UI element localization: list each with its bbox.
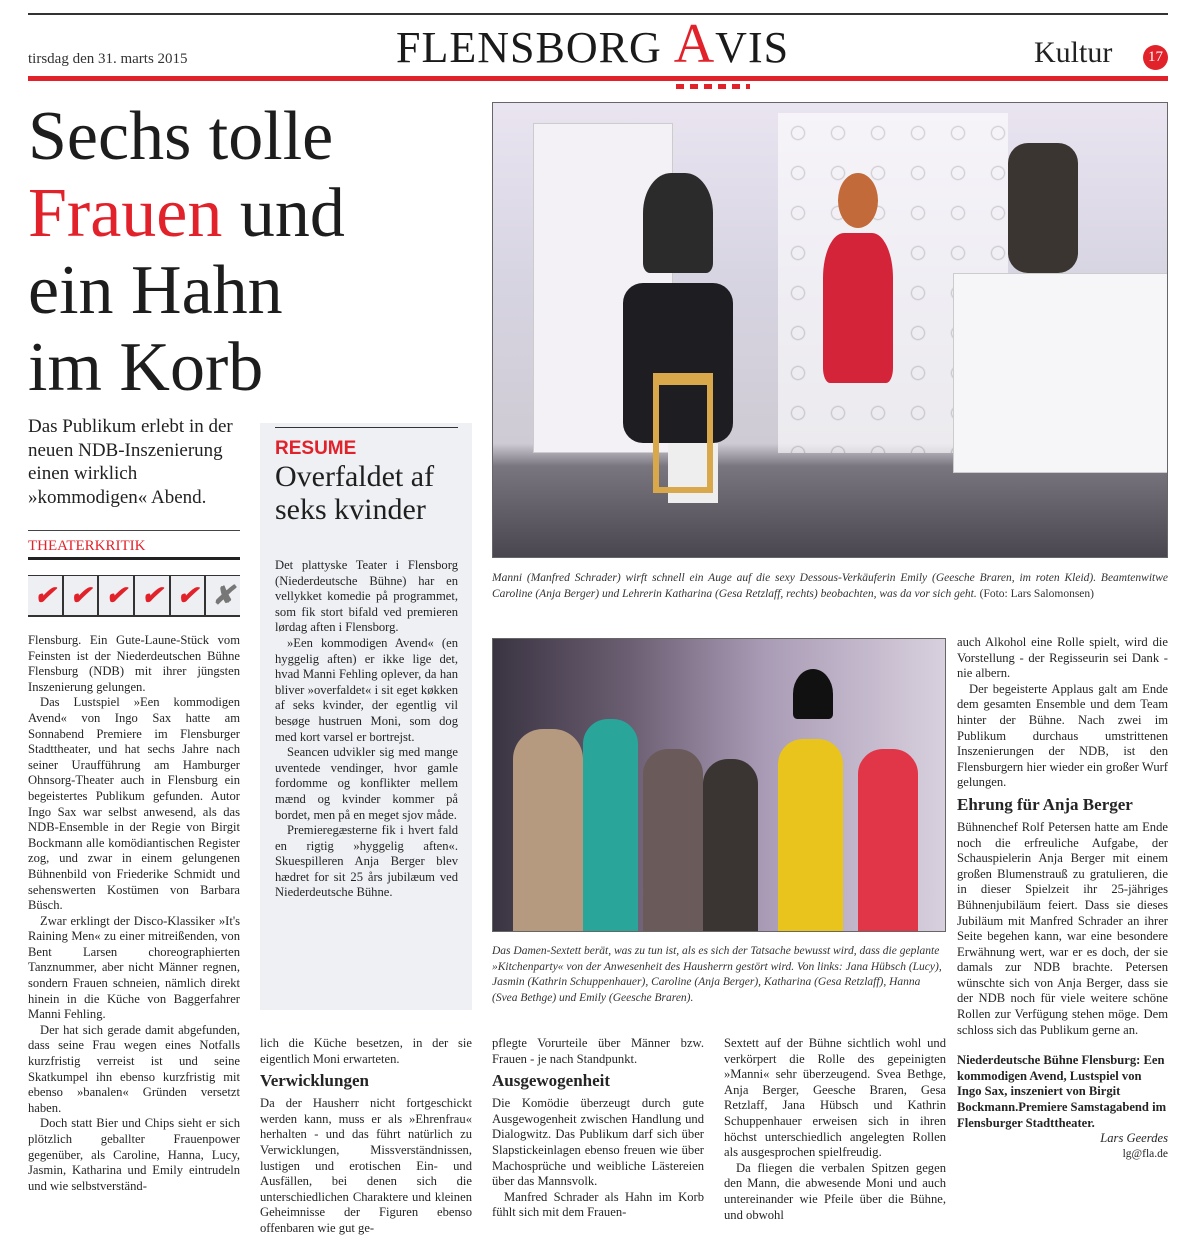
rating-checkmarks [28,575,240,617]
caption-text: Manni (Manfred Schrader) wirft schnell ein Auge auf die sexy Dessous-Verkäuferin Emily (Geesche Braren, im roten Kleid). Beamtenwitwe Caroline (Anja Berger) und Lehrerin Katharina (Gesa Retzlaff, rechts) beobachten, was da vor sich geht. [492,572,1168,600]
paragraph: Da der Hausherr nicht fortgeschickt werden kann, muss er als »Ehrenfrau« herhalten - und das führt natürlich zu Verwicklungen, Missverständnissen, lustigen und erotischen Ein- und Ausfällen, bei denen sich die unterschiedlichen Charaktere und kleinen Geheimnisse der Figuren ebenso offenbaren wie gut ge- [260,1096,472,1235]
headline-text: und [222,175,345,252]
paragraph: Zwar erklingt der Disco-Klassiker »It's Raining Men« zu einer mitreißenden, von Bent Larsen choreographierten Tanznummer, aber nicht Männer regnen, sondern Frauen schneien, nämlich direkt hinein in die Küche von Baggerfahrer Manni Fehling. [28,913,240,1022]
cross-icon: ✘ [212,581,235,610]
resume-title: Overfaldet af seks kvinder [275,460,435,526]
subheading: Ausgewogenheit [492,1071,611,1091]
headline-line: Sechs tolle [28,98,334,175]
masthead-dashes [676,84,750,89]
top-rule [28,13,1168,15]
subheadline: Das Publikum erlebt in der neuen NDB-Inszenierung einen wirklich »kommodigen« Abend. [28,416,233,508]
headline-line [28,175,478,252]
paragraph: Manfred Schrader als Hahn im Korb fühlt sich mit dem Frauen- [492,1189,704,1220]
masthead-left: FLENSBORG [396,23,674,72]
paragraph: auch Alkohol eine Rolle spielt, wird die Vorstellung - der Regisseurin sei Dank - nie albern. [957,635,1168,681]
article-column-1 [28,633,240,1194]
paragraph: Bühnenchef Rolf Petersen hatte am Ende noch die erfreuliche Aufgabe, der Schauspielerin Anja Berger mit einem großen Blumenstrauß zu gratulieren, die in dieser Spielzeit ihr 25-jähriges Bühnenjubiläum feiert. Dass sie dieses Jubiläum mit Manfred Schrader an ihrer Seite begehen kann, war eine besondere Erwähnung wert, war er es doch, der sie damals zur NDB brachte. Petersen wünschte sich von Anja Berger, dass sie der NDB noch für viele weitere schöne Rollen zur Verfügung stehen möge. Dem schloss sich das Publikum gerne an. [957,819,1168,1037]
photo-1-caption [492,571,1168,602]
masthead-logo [396,13,790,75]
resume-box [260,423,472,1010]
author-byline: Lars Geerdes [1100,1131,1168,1146]
subheading: Verwicklungen [260,1071,369,1091]
resume-text [275,558,458,901]
paragraph: pflegte Vorurteile über Männer bzw. Frauen - je nach Standpunkt. [492,1036,704,1066]
paragraph: »Een kommodigen Avend« (en hyggelig aften) er ikke lige det, hvad Manni Fehling oplever, da han bliver »overfaldet« i sit eget køkken af seks kvinder, der egentlig vil besøge hustruen Moni, som dog med kort varsel er bortrejst. [275,635,458,744]
paragraph: Das Lustspiel »Een kommodigen Avend« von Ingo Sax hatte am Sonnabend Premiere im Flensburger Stadttheater, und hat sechs Jahre nach seiner Uraufführung am Hamburger Ohnsorg-Theater auch in Flensburg ein begeistertes Publikum gefunden. Autor Ingo Sax war selbst anwesend, als das NDB-Ensemble in der Regie von Birgit Bockmann alle komödiantischen Register zog, und zwar in einem gelungenen Bühnenbild von Friederike Schmidt und sehenswerten Kostümen von Barbara Büsch. [28,695,240,913]
theaterkritik-label: THEATERKRITIK [28,530,240,560]
stage-photo-1 [492,102,1168,558]
masthead-a: A [673,13,716,75]
paragraph: Doch statt Bier und Chips sieht er sich plötzlich geballter Frauenpower gegenüber, als Caroline, Hanna, Lucy, Jasmin, Katharina und Emily eintrudeln und wie selbstverständ- [28,1116,240,1193]
headline-line: ein Hahn [28,252,283,329]
headline-highlight: Frauen [28,175,223,252]
paragraph: lich die Küche besetzen, in der sie eigentlich Moni erwarteten. [260,1036,472,1066]
production-info: Niederdeutsche Bühne Flensburg: Een kommodigen Avend, Lustspiel von Ingo Sax, inszeniert von Birgit Bockmann.Premiere Samstagabend im Flensburger Stadttheater. [957,1053,1167,1130]
paragraph: Der hat sich gerade damit abgefunden, dass seine Frau wegen eines Notfalls kurzfristig verreist ist und seine Skatkumpel ihn ebenso kurzfristig mit ebenso »banalen« Gründen versetzt haben. [28,1022,240,1115]
headline [28,98,478,406]
paragraph: Det plattyske Teater i Flensborg (Niederdeutsche Bühne) har en vellykket komedie på programmet, som fik stort bifald ved premieren lørdag aften i Flensborg. [275,558,458,635]
resume-label: RESUME [275,438,357,459]
check-icon: ✔ [99,576,135,615]
divider [275,427,458,428]
check-icon: ✔ [135,576,171,615]
article-column-2 [260,1036,472,1237]
article-column-5 [957,635,1168,1162]
paragraph: Premieregæsterne fik i hvert fald en rigtig »hyggelig aften«. Skuespilleren Anja Berger blev hædret for sit 25 års jubilæum ved Niederdeutsche Bühne. [275,823,458,900]
page-number-badge: 17 [1143,45,1168,70]
headline-line: im Korb [28,329,264,406]
author-email: lg@fla.de [1122,1147,1168,1160]
stage-photo-2 [492,638,946,932]
paragraph: Da fliegen die verbalen Spitzen gegen den Mann, die abwesende Moni und auch untereinander wie Pfeile über die Bühne, und obwohl [724,1160,946,1222]
article-column-3 [492,1036,704,1221]
check-icon: ✔ [171,576,207,615]
subheading: Ehrung für Anja Berger [957,794,1133,814]
paragraph: Sextett auf der Bühne sichtlich wohl und verkörpert die Rolle des gepeinigten »Manni« sehr überzeugend. Svea Bethge, Anja Berger, Geesche Braren, Gesa Retzlaff, Jana Hübsch und Kathrin Schuppenhauer erweisen sich in ihren höchst unterschiedlich angelegten Rollen als ausgesprochen spielfreudig. [724,1036,946,1160]
paragraph: Die Komödie überzeugt durch gute Ausgewogenheit zwischen Handlung und Dialogwitz. Das Publikum darf sich über Slapstickeinlagen ebenso freuen wie über Machosprüche und weibliche Lästereien über das Mannsvolk. [492,1096,704,1189]
photo-credit: (Foto: Lars Salomonsen) [976,587,1094,600]
section-title: Kultur [1034,36,1113,69]
masthead-right: VIS [715,23,790,72]
paragraph: Seancen udvikler sig med mange uventede vendinger, hvor gamle fordomme og konflikter mellem mænd og kvinder kommer på bordet, men på en meget sjov måde. [275,745,458,822]
article-column-4 [724,1036,946,1223]
issue-date: tirsdag den 31. marts 2015 [28,51,188,67]
check-icon: ✔ [64,576,100,615]
masthead-red-bar [28,76,1168,81]
photo-2-caption: Das Damen-Sextett berät, was zu tun ist, als es sich der Tatsache bewusst wird, dass die geplante »Kitchenparty« von der Anwesenheit des Hausherrn gestört wird. Von links: Jana Hübsch (Lucy), Jasmin (Kathrin Schuppenhauer), Caroline (Anja Berger), Katharina (Gesa Retzlaff), Hanna (Svea Bethge) und Emily (Geesche Braren). [492,945,942,1004]
paragraph: Flensburg. Ein Gute-Laune-Stück vom Feinsten ist der Niederdeutschen Bühne Flensburg (NDB) mit ihrer jüngsten Inszenierung gelungen. [28,633,240,694]
check-icon: ✔ [28,576,64,615]
paragraph: Der begeisterte Applaus galt am Ende dem gesamten Ensemble und dem Team hinter der Bühne. Nach zwei im Publikum durchaus umstrittenen Inszenierungen der NDB, ist den Flensburgern hier wieder ein großer Wurf gelungen. [957,681,1168,790]
